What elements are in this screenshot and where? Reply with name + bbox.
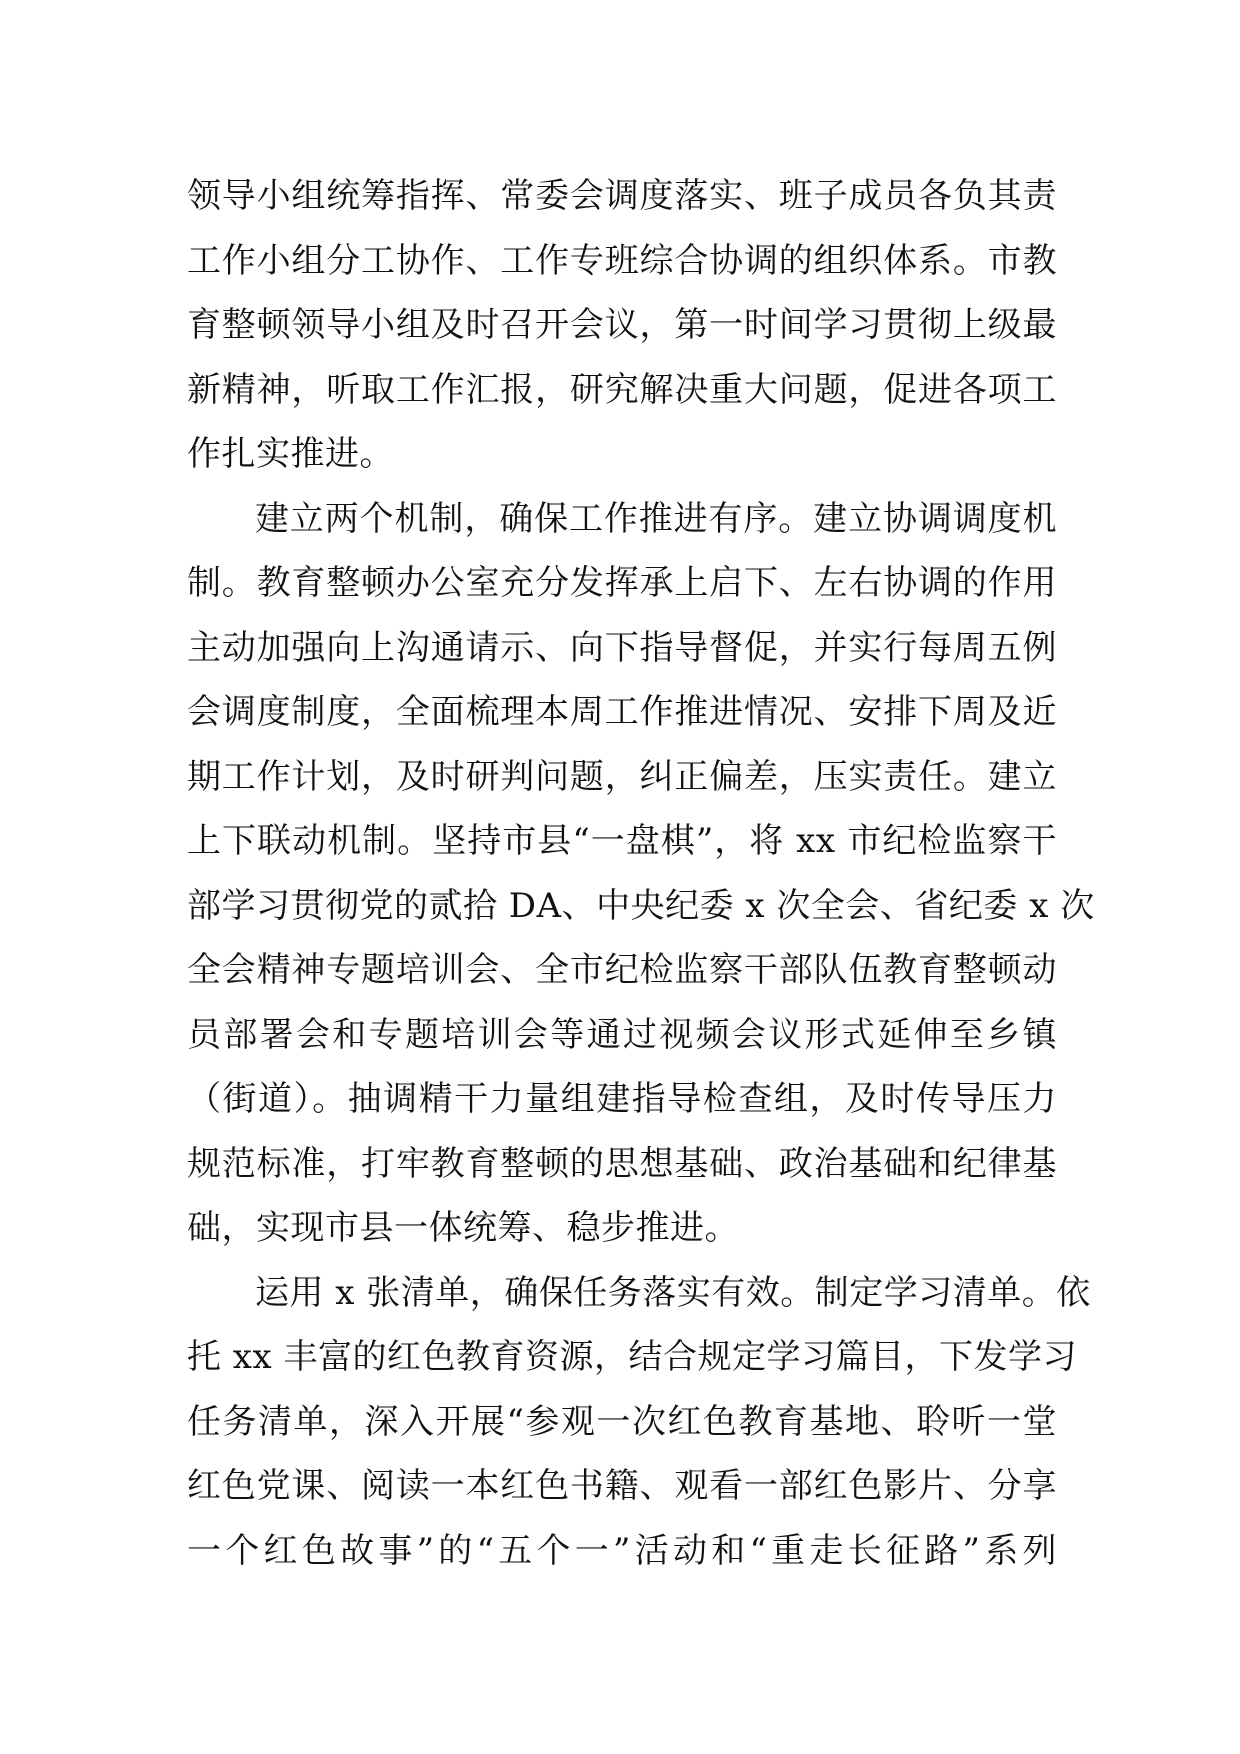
paragraph-2 — [187, 487, 1095, 1261]
text-line: 部学习贯彻党的贰拾 DA、中央纪委 x 次全会、省纪委 x 次 — [187, 885, 1095, 926]
text-line: 一个红色故事”的“五个一”活动和“重走长征路”系列 — [187, 1530, 1057, 1571]
text-line: 运用 x 张清单，确保任务落实有效。制定学习清单。依 — [255, 1272, 1091, 1313]
text-line: 红色党课、阅读一本红色书籍、观看一部红色影片、分享 — [187, 1466, 1057, 1506]
text-line: 规范标准，打牢教育整顿的思想基础、政治基础和纪律基 — [187, 1143, 1057, 1184]
text-line: 新精神，听取工作汇报，研究解决重大问题，促进各项工 — [187, 369, 1057, 410]
text-line: 育整顿领导小组及时召开会议，第一时间学习贯彻上级最 — [187, 305, 1057, 345]
text-line: 托 xx 丰富的红色教育资源，结合规定学习篇目，下发学习 — [187, 1337, 1077, 1377]
text-line: 领导小组统筹指挥、常委会调度落实、班子成员各负其责 — [187, 176, 1057, 216]
text-line: 上下联动机制。坚持市县“一盘棋”，将 xx 市纪检监察干 — [187, 821, 1057, 861]
text-line: 全会精神专题培训会、全市纪检监察干部队伍教育整顿动 — [187, 950, 1057, 990]
text-line: 制。教育整顿办公室充分发挥承上启下、左右协调的作用 — [187, 563, 1057, 603]
paragraph-1 — [187, 164, 1057, 487]
paragraph-3 — [187, 1261, 1091, 1584]
text-line: 期工作计划，及时研判问题，纠正偏差，压实责任。建立 — [187, 756, 1057, 797]
document-body — [187, 164, 1095, 1583]
text-line: 主动加强向上沟通请示、向下指导督促，并实行每周五例 — [187, 627, 1057, 668]
text-line: （街道）。抽调精干力量组建指导检查组，及时传导压力 — [187, 1079, 1057, 1119]
text-line: 工作小组分工协作、工作专班综合协调的组织体系。市教 — [187, 240, 1057, 281]
text-line: 础，实现市县一体统筹、稳步推进。 — [187, 1208, 739, 1248]
text-line: 作扎实推进。 — [187, 434, 394, 474]
text-line: 建立两个机制，确保工作推进有序。建立协调调度机 — [255, 498, 1057, 539]
text-line: 任务清单，深入开展“参观一次红色教育基地、聆听一堂 — [187, 1401, 1057, 1442]
text-line: 员部署会和专题培训会等通过视频会议形式延伸至乡镇 — [187, 1014, 1057, 1055]
text-line: 会调度制度，全面梳理本周工作推进情况、安排下周及近 — [187, 692, 1057, 732]
